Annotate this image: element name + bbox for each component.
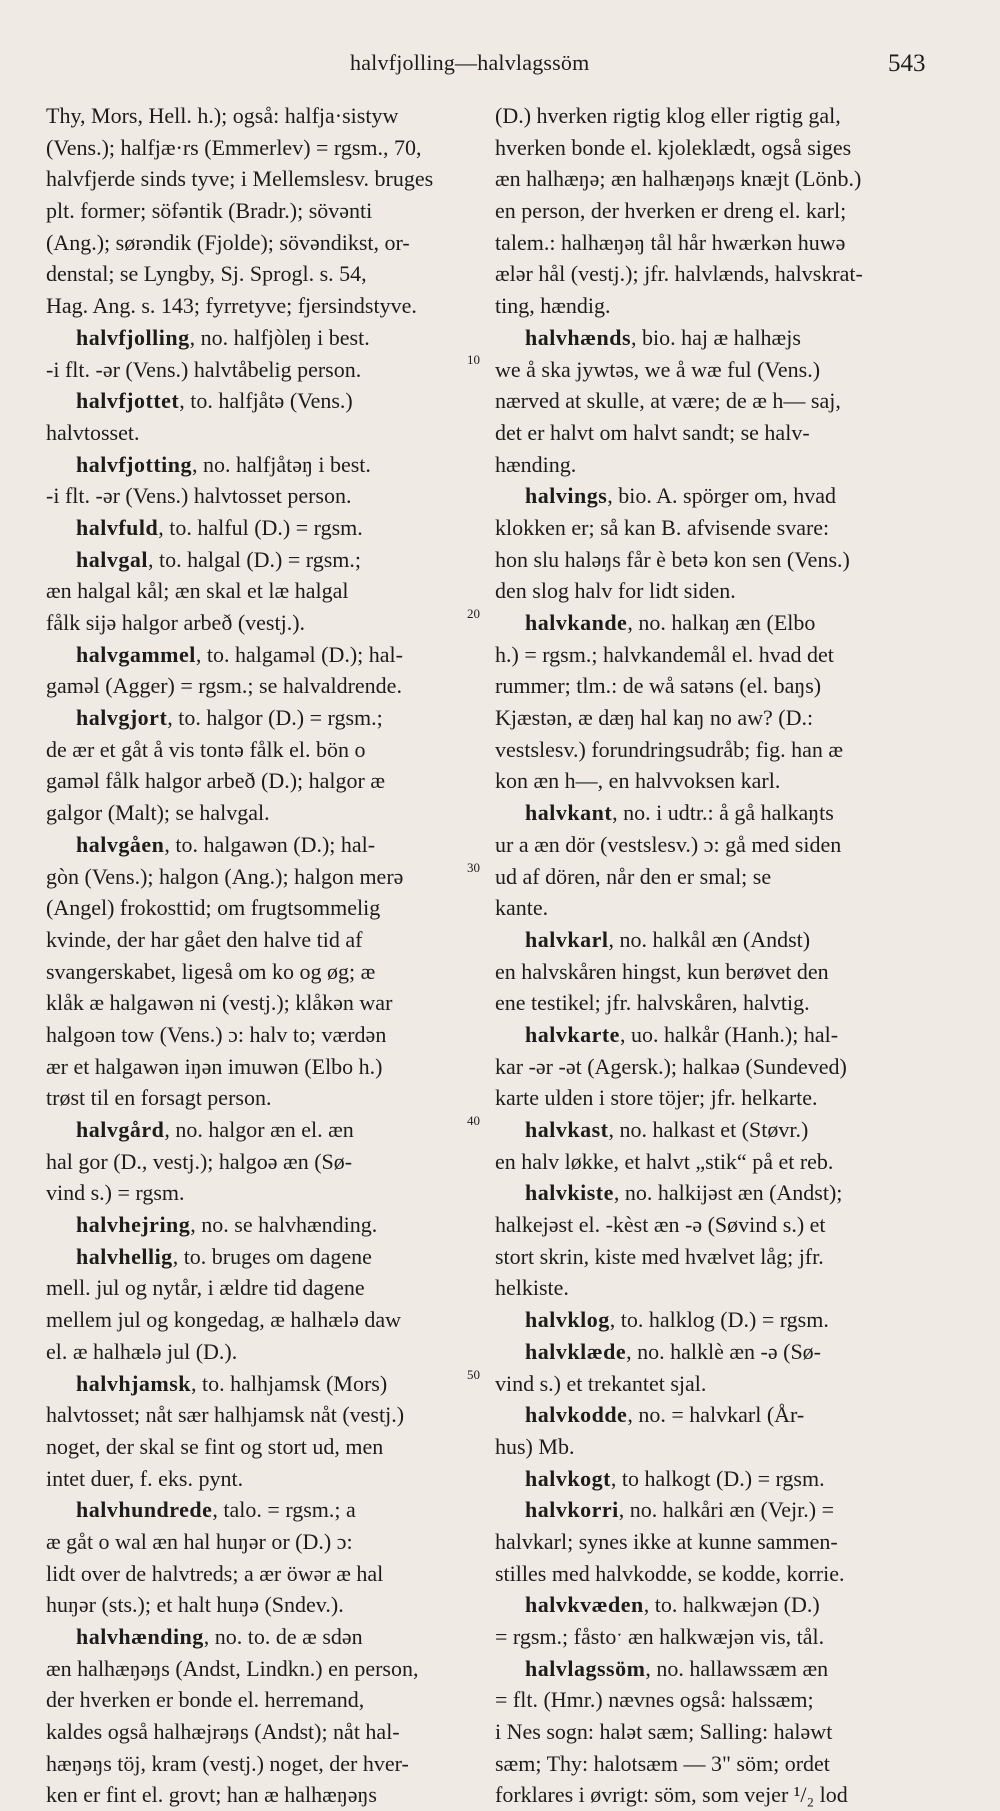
line-text: kvinde, der har gået den halve tid af xyxy=(46,926,363,952)
entry-headword-line xyxy=(495,1019,925,1051)
line-text: h.) = rgsm.; halvkandemål el. hvad det xyxy=(495,641,834,667)
headword: halvlagssöm xyxy=(525,1655,646,1681)
headword: halvkarl xyxy=(525,926,609,952)
line-text: de ær et gåt å vis tontə fålk el. bön o xyxy=(46,736,366,762)
line-text: ælər hål (vestj.); jfr. halvlænds, halvskrat- xyxy=(495,261,863,287)
right-column xyxy=(495,100,925,1811)
headword: halvgammel xyxy=(76,641,196,667)
headword: halvings xyxy=(525,483,608,509)
text-line xyxy=(46,924,476,956)
text-line xyxy=(495,163,925,195)
text-line xyxy=(46,354,476,386)
headword: halvkande xyxy=(525,610,628,635)
text-line xyxy=(46,195,476,227)
headword: halvkorri xyxy=(525,1497,619,1523)
text-line xyxy=(495,1748,925,1780)
entry-headword-line xyxy=(495,797,925,829)
text-line xyxy=(495,354,925,386)
headword: halvhejring xyxy=(76,1212,191,1238)
line-text: gaməl (Agger) = rgsm.; se halvaldrende. xyxy=(46,673,402,699)
line-text: i Nes sogn: halət sæm; Salling: haləwt xyxy=(495,1719,833,1745)
line-text: nærved at skulle, at være; de æ h— saj, xyxy=(495,388,841,414)
line-text: æn halhæŋə; æn halhæŋəŋs knæjt (Lönb.) xyxy=(495,166,862,192)
text-line xyxy=(495,100,925,132)
headword: halvkvæden xyxy=(525,1592,644,1618)
line-text: noget, der skal se fint og stort ud, men xyxy=(46,1433,384,1459)
line-text: klåk æ halgawən ni (vestj.); klåkən war xyxy=(46,990,393,1016)
text-line xyxy=(46,132,476,164)
line-text: , to. halgal (D.) = rgsm.; xyxy=(147,546,361,572)
line-text: , no. to. de æ sdən xyxy=(203,1624,363,1649)
line-number: 40 xyxy=(467,1113,480,1128)
text-line xyxy=(46,1463,476,1495)
entry-headword-line xyxy=(46,1621,476,1653)
text-line xyxy=(46,670,476,702)
line-text: el. æ halhælə jul (D.). xyxy=(46,1338,238,1364)
line-text: , no. = halvkarl (År- xyxy=(627,1402,805,1428)
entry-headword-line xyxy=(495,1336,925,1368)
text-line xyxy=(46,417,476,449)
line-text: rummer; tlm.: de wå satəns (el. baŋs) xyxy=(495,673,822,699)
line-text: , no. hallawssæm æn xyxy=(645,1655,829,1681)
running-head: halvfjolling—halvlagssöm xyxy=(350,50,590,75)
line-number: 30 xyxy=(467,860,480,875)
text-line xyxy=(46,765,476,797)
line-text: svangerskabet, ligeså om ko og øg; æ xyxy=(46,958,376,984)
line-number: 20 xyxy=(467,606,480,621)
line-text: hus) Mb. xyxy=(495,1433,575,1459)
line-text: der hverken er bonde el. herremand, xyxy=(46,1687,365,1713)
headword: halvgal xyxy=(76,546,148,572)
headword: halvkogt xyxy=(525,1465,611,1491)
line-text: , to. halful (D.) = rgsm. xyxy=(158,514,363,540)
text-line xyxy=(495,1146,925,1178)
text-line xyxy=(495,1272,925,1304)
entry-headword-line xyxy=(46,829,476,861)
line-text: (D.) hverken rigtig klog eller rigtig gal, xyxy=(495,103,841,128)
line-text: sæm; Thy: halotsæm — 3" söm; ordet xyxy=(495,1750,830,1776)
text-line xyxy=(495,956,925,988)
text-line xyxy=(495,702,925,734)
line-text: , no. halfjòleŋ i best. xyxy=(189,324,370,350)
text-line xyxy=(46,607,476,639)
text-line xyxy=(495,417,925,449)
left-column xyxy=(46,100,476,1811)
line-text: hæŋəŋs töj, kram (vestj.) noget, der hver- xyxy=(46,1750,409,1776)
text-line xyxy=(46,861,476,893)
text-line xyxy=(495,1431,925,1463)
line-text: æn halhæŋəŋs (Andst, Lindkn.) en person, xyxy=(46,1655,419,1681)
headword: halvkant xyxy=(525,800,613,826)
line-text: we å ska jywtəs, we å wæ ful (Vens.) xyxy=(495,356,821,382)
line-text: huŋər (sts.); et halt huŋə (Sndev.). xyxy=(46,1592,344,1618)
line-text: , to. bruges om dagene xyxy=(172,1243,372,1269)
entry-headword-line xyxy=(495,1494,925,1526)
text-line xyxy=(46,290,476,322)
text-line xyxy=(46,1748,476,1780)
text-line xyxy=(46,797,476,829)
line-text: halvtosset; nåt sær halhjamsk nåt (vestj.) xyxy=(46,1402,405,1428)
text-line xyxy=(46,987,476,1019)
line-text: , to. halklog (D.) = rgsm. xyxy=(609,1307,829,1333)
text-line xyxy=(495,1368,925,1400)
text-line xyxy=(495,987,925,1019)
headword: halvkodde xyxy=(525,1402,628,1428)
headword: halvkarte xyxy=(525,1021,620,1047)
entry-headword-line xyxy=(495,1589,925,1621)
text-line xyxy=(495,385,925,417)
line-text: kaldes også halhæjrəŋs (Andst); nåt hal- xyxy=(46,1719,400,1745)
text-line xyxy=(46,1272,476,1304)
line-text: hænding. xyxy=(495,451,577,477)
line-text: æ gåt o wal æn hal huŋər or (D.) ɔ: xyxy=(46,1528,353,1554)
line-text: ting, hændig. xyxy=(495,293,611,319)
line-text: lidt over de halvtreds; a ær öwər æ hal xyxy=(46,1560,384,1586)
text-line xyxy=(46,1558,476,1590)
text-line xyxy=(46,1589,476,1621)
line-text: halgoən tow (Vens.) ɔ: halv to; værdən xyxy=(46,1021,387,1047)
line-text: æn halgal kål; æn skal et læ halgal xyxy=(46,578,349,604)
text-line xyxy=(495,512,925,544)
headword: halvhænds xyxy=(525,324,632,350)
text-line xyxy=(46,1716,476,1748)
line-text: en person, der hverken er dreng el. karl; xyxy=(495,198,847,224)
text-line xyxy=(46,1146,476,1178)
line-text: klokken er; så kan B. afvisende svare: xyxy=(495,514,830,540)
headword: halvgåen xyxy=(76,831,165,857)
text-line xyxy=(495,765,925,797)
headword: halvkast xyxy=(525,1117,609,1142)
text-line xyxy=(46,956,476,988)
text-line xyxy=(495,132,925,164)
entry-headword-line xyxy=(46,385,476,417)
line-text: halkejəst el. -kèst æn -ə (Søvind s.) et xyxy=(495,1212,826,1238)
line-text: , no. se halvhænding. xyxy=(190,1212,378,1238)
entry-headword-line xyxy=(46,544,476,576)
text-line xyxy=(495,1241,925,1273)
line-text: kon æn h—, en halvvoksen karl. xyxy=(495,768,781,794)
headword: halvfjotting xyxy=(76,451,192,477)
line-text: Kjæstən, æ dæŋ hal kaŋ no aw? (D.: xyxy=(495,705,814,731)
text-line xyxy=(495,1082,925,1114)
text-line xyxy=(46,1051,476,1083)
headword: halvklæde xyxy=(525,1338,627,1364)
line-text: denstal; se Lyngby, Sj. Sprogl. s. 54, xyxy=(46,261,367,287)
line-text: -i flt. -ər (Vens.) halvtosset person. xyxy=(46,483,352,509)
line-text: kante. xyxy=(495,895,549,921)
text-line xyxy=(495,829,925,861)
line-text: , uo. halkår (Hanh.); hal- xyxy=(619,1021,839,1047)
line-text: mellem jul og kongedag, æ halhælə daw xyxy=(46,1307,401,1333)
text-line xyxy=(46,734,476,766)
line-text: helkiste. xyxy=(495,1275,569,1301)
entry-headword-line xyxy=(46,639,476,671)
text-line xyxy=(495,1621,925,1653)
headword: halvhænding xyxy=(76,1624,204,1649)
text-line xyxy=(495,258,925,290)
line-text: , bio. A. spörger om, hvad xyxy=(607,483,837,509)
text-line xyxy=(46,163,476,195)
text-line xyxy=(495,575,925,607)
line-text: karte ulden i store töjer; jfr. helkarte. xyxy=(495,1085,818,1111)
text-line xyxy=(46,1684,476,1716)
text-line xyxy=(46,1336,476,1368)
line-text: forklares i øvrigt: söm, som vejer ¹/₂ lod xyxy=(495,1782,848,1808)
entry-headword-line xyxy=(495,322,925,354)
line-text: Hag. Ang. s. 143; fyrretyve; fjersindstyve. xyxy=(46,293,417,319)
line-text: fålk sijə halgor arbeð (vestj.). xyxy=(46,610,306,635)
line-text: vind s.) = rgsm. xyxy=(46,1180,185,1206)
text-line xyxy=(46,1526,476,1558)
entry-headword-line xyxy=(46,512,476,544)
headword: halvhjamsk xyxy=(76,1370,192,1396)
line-text: , no. halkål æn (Andst) xyxy=(608,926,811,952)
line-text: halvkarl; synes ikke at kunne sammen- xyxy=(495,1528,838,1554)
entry-headword-line xyxy=(495,1304,925,1336)
text-line xyxy=(495,1051,925,1083)
line-text: (Vens.); halfjæ·rs (Emmerlev) = rgsm., 70, xyxy=(46,134,422,160)
line-text: , to. halgaməl (D.); hal- xyxy=(195,641,403,667)
entry-headword-line xyxy=(495,1114,925,1146)
line-text: trøst til en forsagt person. xyxy=(46,1085,272,1111)
line-text: det er halvt om halvt sandt; se halv- xyxy=(495,419,810,445)
text-line xyxy=(495,734,925,766)
line-text: (Ang.); sørəndik (Fjolde); sövəndikst, or- xyxy=(46,229,410,255)
line-text: stort skrin, kiste med hvælvet låg; jfr. xyxy=(495,1243,824,1269)
line-text: , no. i udtr.: å gå halkaŋts xyxy=(612,800,834,826)
line-text: den slog halv for lidt siden. xyxy=(495,578,736,604)
entry-headword-line xyxy=(46,449,476,481)
line-text: , to. halhjamsk (Mors) xyxy=(191,1370,388,1396)
line-text: vind s.) et trekantet sjal. xyxy=(495,1370,707,1396)
entry-headword-line xyxy=(495,1177,925,1209)
text-line xyxy=(495,670,925,702)
headword: halvkiste xyxy=(525,1180,614,1206)
line-text: , to. halgor (D.) = rgsm.; xyxy=(167,705,383,731)
entry-headword-line xyxy=(495,607,925,639)
page-header xyxy=(0,48,1000,84)
headword: halvklog xyxy=(525,1307,610,1333)
line-text: , to. halgawən (D.); hal- xyxy=(164,831,376,857)
line-text: en halvskåren hingst, kun berøvet den xyxy=(495,958,829,984)
text-line xyxy=(46,100,476,132)
headword: halvgård xyxy=(76,1117,165,1142)
entry-headword-line xyxy=(46,1241,476,1273)
line-text: vestslesv.) forundringsudråb; fig. han æ xyxy=(495,736,844,762)
line-number: 10 xyxy=(467,352,480,367)
text-line xyxy=(46,575,476,607)
text-line xyxy=(46,1082,476,1114)
headword: halvfuld xyxy=(76,514,159,540)
line-text: mell. jul og nytår, i ældre tid dagene xyxy=(46,1275,365,1301)
line-text: gaməl fålk halgor arbeð (D.); halgor æ xyxy=(46,768,386,794)
line-text: hal gor (D., vestj.); halgoə æn (Sø- xyxy=(46,1148,353,1174)
line-text: = rgsm.; fåstoˑ æn halkwæjən vis, tål. xyxy=(495,1624,825,1649)
text-line xyxy=(46,892,476,924)
headword: halvfjolling xyxy=(76,324,190,350)
text-line xyxy=(46,258,476,290)
text-line xyxy=(495,1684,925,1716)
text-line xyxy=(495,1716,925,1748)
line-text: , no. halkijəst æn (Andst); xyxy=(613,1180,843,1206)
text-line xyxy=(495,892,925,924)
line-text: hon slu haləŋs får è betə kon sen (Vens.) xyxy=(495,546,850,572)
entry-headword-line xyxy=(46,322,476,354)
entry-headword-line xyxy=(46,1494,476,1526)
entry-headword-line xyxy=(46,1114,476,1146)
line-text: , to halkogt (D.) = rgsm. xyxy=(610,1465,825,1491)
line-text: , no. halklè æn -ə (Sø- xyxy=(626,1338,821,1364)
line-text: , no. halkaŋ æn (Elbo xyxy=(627,610,816,635)
text-line xyxy=(46,1653,476,1685)
line-text: , talo. = rgsm.; a xyxy=(212,1497,356,1523)
text-line xyxy=(495,1779,925,1811)
line-text: ene testikel; jfr. halvskåren, halvtig. xyxy=(495,990,810,1016)
line-text: , bio. haj æ halhæjs xyxy=(631,324,801,350)
text-line xyxy=(495,1526,925,1558)
line-text: gòn (Vens.); halgon (Ang.); halgon merə xyxy=(46,863,404,889)
text-line xyxy=(495,449,925,481)
line-text: , no. halkåri æn (Vejr.) = xyxy=(618,1497,834,1523)
headword: halvhundrede xyxy=(76,1497,213,1523)
text-line xyxy=(46,227,476,259)
line-text: ken er fint el. grovt; han æ halhæŋəŋs xyxy=(46,1782,377,1808)
text-line xyxy=(495,861,925,893)
entry-headword-line xyxy=(46,702,476,734)
line-text: halvtosset. xyxy=(46,419,140,445)
text-line xyxy=(46,1019,476,1051)
text-line xyxy=(495,227,925,259)
line-text: ud af dören, når den er smal; se xyxy=(495,863,772,889)
entry-headword-line xyxy=(495,1463,925,1495)
entry-headword-line xyxy=(46,1209,476,1241)
entry-headword-line xyxy=(46,1368,476,1400)
line-text: halvfjerde sinds tyve; i Mellemslesv. bruges xyxy=(46,166,434,192)
text-line xyxy=(46,480,476,512)
page-number: 543 xyxy=(888,50,926,77)
text-line xyxy=(495,1558,925,1590)
line-text: = flt. (Hmr.) nævnes også: halssæm; xyxy=(495,1687,814,1713)
headword: halvgjort xyxy=(76,705,168,731)
headword: halvhellig xyxy=(76,1243,173,1269)
text-line xyxy=(46,1779,476,1811)
line-text: ær et halgawən iŋən imuwən (Elbo h.) xyxy=(46,1053,383,1079)
line-text: ur a æn dör (vestslesv.) ɔ: gå med siden xyxy=(495,831,842,857)
line-text: stilles med halvkodde, se kodde, korrie. xyxy=(495,1560,845,1586)
line-text: , to. halkwæjən (D.) xyxy=(643,1592,820,1618)
line-text: , no. halkast et (Støvr.) xyxy=(608,1117,809,1142)
line-text: , no. halgor æn el. æn xyxy=(164,1117,354,1142)
entry-headword-line xyxy=(495,1653,925,1685)
line-text: kar -ər -ət (Agersk.); halkaə (Sundeved) xyxy=(495,1053,847,1079)
line-text: talem.: halhæŋəŋ tål hår hwærkən huwə xyxy=(495,229,846,255)
line-text: galgor (Malt); se halvgal. xyxy=(46,800,270,826)
text-line xyxy=(495,290,925,322)
entry-headword-line xyxy=(495,1399,925,1431)
line-text: intet duer, f. eks. pynt. xyxy=(46,1465,244,1491)
text-line xyxy=(46,1304,476,1336)
text-line xyxy=(495,1209,925,1241)
line-text: Thy, Mors, Hell. h.); også: halfja·sistyw xyxy=(46,103,399,128)
text-line xyxy=(46,1399,476,1431)
text-line xyxy=(46,1431,476,1463)
line-text: , to. halfjåtə (Vens.) xyxy=(179,388,353,414)
text-line xyxy=(495,639,925,671)
line-text: hverken bonde el. kjoleklædt, også siges xyxy=(495,134,852,160)
line-text: , no. halfjåtəŋ i best. xyxy=(192,451,371,477)
line-number: 50 xyxy=(467,1367,480,1382)
line-text: en halv løkke, et halvt „stik“ på et reb. xyxy=(495,1148,834,1174)
entry-headword-line xyxy=(495,924,925,956)
headword: halvfjottet xyxy=(76,388,180,414)
entry-headword-line xyxy=(495,480,925,512)
line-text: plt. former; söfəntik (Bradr.); sövənti xyxy=(46,198,373,224)
text-line xyxy=(495,195,925,227)
line-text: -i flt. -ər (Vens.) halvtåbelig person. xyxy=(46,356,362,382)
text-line xyxy=(495,544,925,576)
line-text: (Angel) frokosttid; om frugtsommelig xyxy=(46,895,381,921)
text-line xyxy=(46,1177,476,1209)
